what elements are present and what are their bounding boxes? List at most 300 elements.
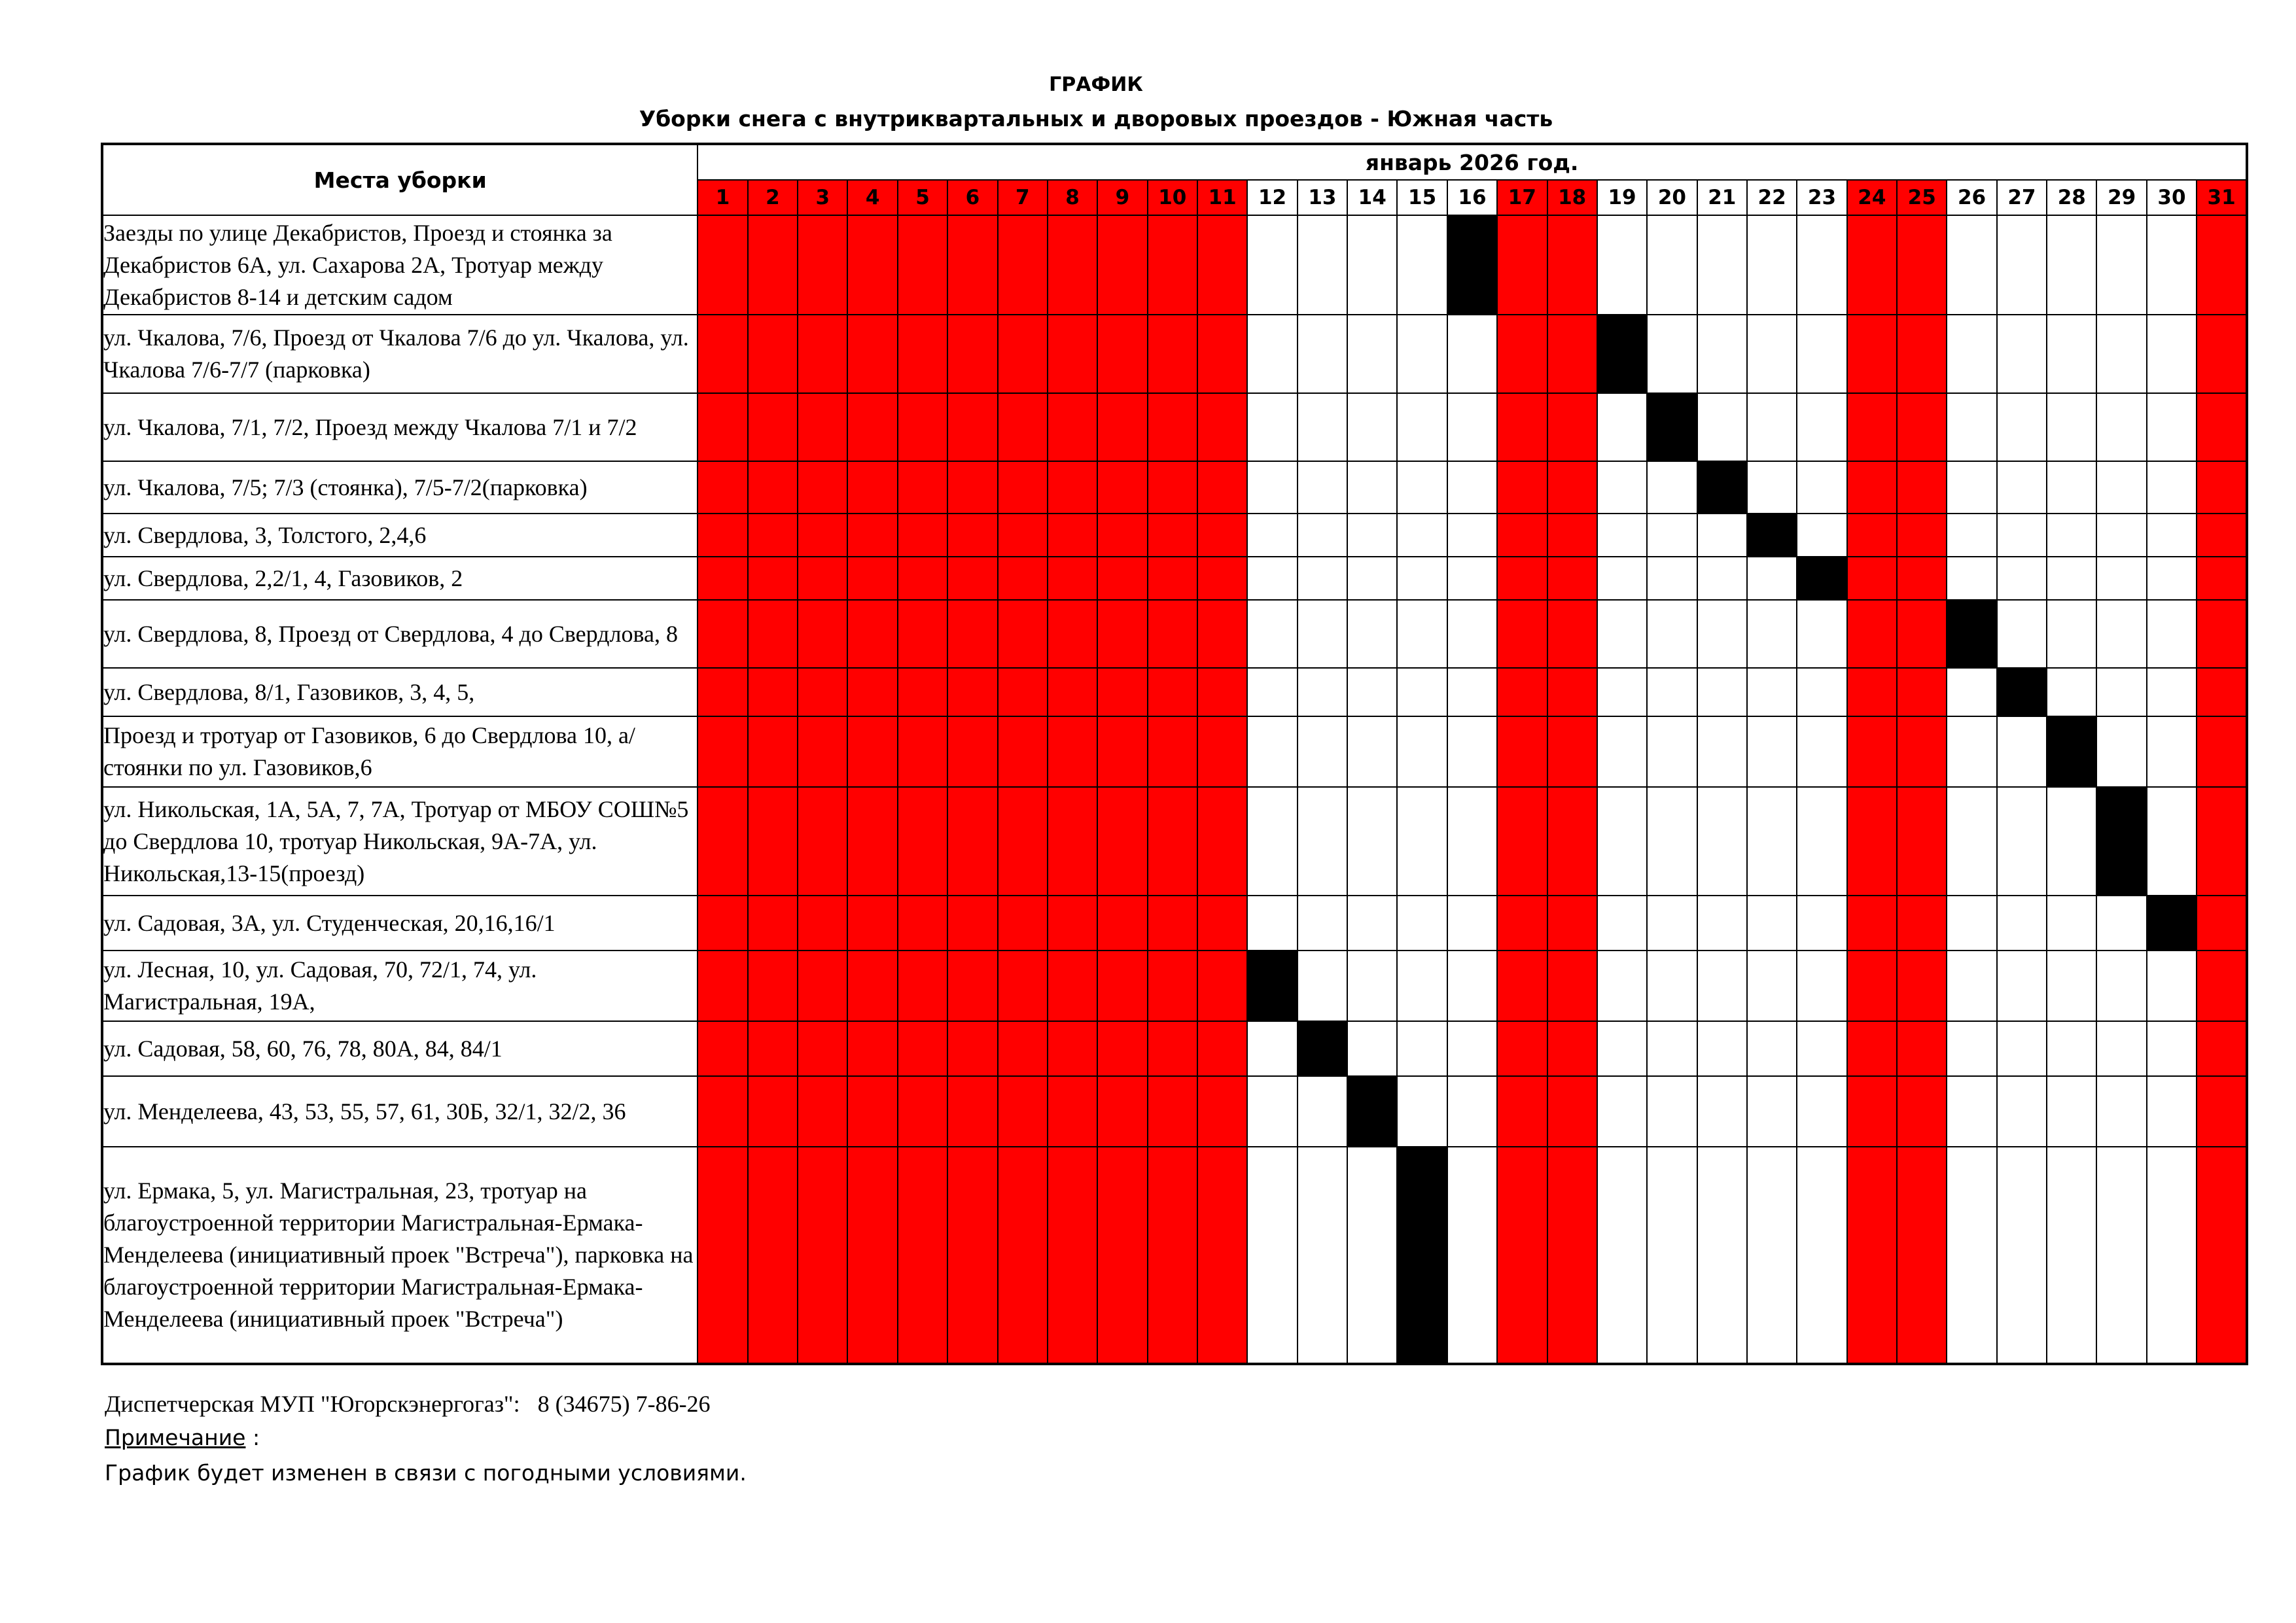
day-cell-holiday — [1897, 315, 1947, 393]
day-cell-holiday — [1148, 215, 1197, 315]
day-cell-holiday — [1897, 1021, 1947, 1076]
day-cell-holiday — [947, 1147, 997, 1364]
day-cell-holiday — [947, 393, 997, 461]
day-cell-holiday — [698, 668, 747, 716]
day-cell-holiday — [1197, 1021, 1247, 1076]
day-cell-holiday — [1197, 557, 1247, 600]
day-cell-holiday — [898, 315, 947, 393]
cleaning-place: ул. Чкалова, 7/6, Проезд от Чкалова 7/6 до ул. Чкалова, ул. Чкалова 7/6-7/7 (парковка) — [102, 315, 698, 393]
day-cell-holiday — [847, 896, 897, 951]
day-cell-holiday — [898, 951, 947, 1021]
day-cell — [1447, 1021, 1497, 1076]
day-cell — [1347, 315, 1397, 393]
day-cell — [1347, 787, 1397, 896]
day-cell-holiday — [1197, 461, 1247, 514]
day-cell-holiday — [847, 393, 897, 461]
table-row — [102, 1076, 2247, 1147]
day-cell — [2096, 393, 2146, 461]
day-cell — [1597, 1076, 1647, 1147]
day-cell — [1747, 1076, 1797, 1147]
day-cell-holiday — [998, 315, 1048, 393]
day-cell-holiday — [798, 1147, 847, 1364]
day-cell — [1647, 215, 1697, 315]
day-cell — [1397, 896, 1447, 951]
day-cell — [1298, 1147, 1347, 1364]
day-cell-holiday — [1847, 1076, 1897, 1147]
day-cell — [1647, 461, 1697, 514]
day-cell — [2147, 215, 2197, 315]
day-cell-holiday — [698, 896, 747, 951]
day-cell-holiday — [1048, 315, 1097, 393]
day-cell-holiday — [1497, 716, 1547, 787]
day-cell-holiday — [1897, 461, 1947, 514]
day-cell-holiday — [1847, 1147, 1897, 1364]
day-cell-holiday — [998, 787, 1048, 896]
day-cell — [1797, 716, 1846, 787]
day-cell-holiday — [1197, 896, 1247, 951]
table-row — [102, 787, 2247, 896]
day-cell-holiday — [1197, 951, 1247, 1021]
day-cell-holiday — [1097, 951, 1147, 1021]
day-cell-holiday — [998, 393, 1048, 461]
day-cell — [1447, 557, 1497, 600]
document-subtitle: Уборки снега с внутриквартальных и дворовых проездов - Южная часть — [639, 106, 1553, 131]
day-cell-holiday — [1897, 668, 1947, 716]
day-cell — [1947, 896, 1996, 951]
day-cell-holiday — [947, 461, 997, 514]
day-cell-holiday — [1897, 1076, 1947, 1147]
day-cell-holiday — [798, 896, 847, 951]
day-cell-holiday — [1197, 1147, 1247, 1364]
day-cell — [1347, 461, 1397, 514]
day-cell — [1597, 716, 1647, 787]
day-cell — [1247, 600, 1297, 668]
table-row — [102, 600, 2247, 668]
day-cell-holiday — [1497, 315, 1547, 393]
day-cell-holiday — [1148, 896, 1197, 951]
day-cell — [1647, 600, 1697, 668]
day-cell — [1247, 514, 1297, 557]
day-cell — [1298, 461, 1347, 514]
day-cell — [1397, 514, 1447, 557]
day-cell-holiday — [1847, 896, 1897, 951]
day-cell-holiday — [698, 315, 747, 393]
day-cell — [1298, 215, 1347, 315]
day-cell-holiday — [2197, 557, 2247, 600]
note-label — [105, 1423, 260, 1452]
day-cell-holiday — [947, 951, 997, 1021]
day-cell — [1747, 787, 1797, 896]
day-cell-holiday — [847, 557, 897, 600]
cleaning-place: Проезд и тротуар от Газовиков, 6 до Свердлова 10, а/стоянки по ул. Газовиков,6 — [102, 716, 698, 787]
day-cell-holiday — [1097, 896, 1147, 951]
day-cell — [1347, 668, 1397, 716]
day-cell-scheduled — [1747, 514, 1797, 557]
day-cell — [2047, 393, 2096, 461]
day-cell-holiday — [748, 514, 798, 557]
day-cell-holiday — [1097, 215, 1147, 315]
day-header-16: 16 — [1447, 180, 1497, 215]
day-cell — [2096, 951, 2146, 1021]
day-cell-holiday — [947, 215, 997, 315]
day-cell — [2147, 1021, 2197, 1076]
day-cell — [2147, 557, 2197, 600]
day-cell-holiday — [998, 557, 1048, 600]
day-cell — [2096, 461, 2146, 514]
day-cell — [2147, 315, 2197, 393]
day-cell — [1247, 315, 1297, 393]
day-cell — [1947, 951, 1996, 1021]
day-header-19: 19 — [1597, 180, 1647, 215]
day-cell-holiday — [1847, 716, 1897, 787]
day-cell-holiday — [947, 315, 997, 393]
day-cell — [1298, 896, 1347, 951]
day-cell-holiday — [1547, 716, 1597, 787]
day-cell-holiday — [1497, 215, 1547, 315]
day-cell-scheduled — [1797, 557, 1846, 600]
day-cell — [1697, 787, 1747, 896]
day-cell-holiday — [1097, 787, 1147, 896]
day-cell-holiday — [898, 215, 947, 315]
day-cell-holiday — [1847, 951, 1897, 1021]
day-cell — [1997, 1021, 2047, 1076]
day-cell — [1947, 1021, 1996, 1076]
day-cell-holiday — [698, 1147, 747, 1364]
day-cell — [1397, 461, 1447, 514]
day-cell-holiday — [2197, 1076, 2247, 1147]
day-cell-holiday — [847, 787, 897, 896]
day-cell-scheduled — [1397, 1147, 1447, 1364]
day-cell — [1947, 668, 1996, 716]
day-cell-holiday — [798, 557, 847, 600]
places-column-header: Места уборки — [102, 144, 698, 215]
day-cell-holiday — [1547, 393, 1597, 461]
day-cell — [1647, 951, 1697, 1021]
day-cell — [1298, 315, 1347, 393]
day-cell-holiday — [798, 716, 847, 787]
day-cell-holiday — [1048, 393, 1097, 461]
day-cell-scheduled — [2096, 787, 2146, 896]
day-cell — [1797, 393, 1846, 461]
day-cell-holiday — [998, 716, 1048, 787]
day-cell — [1997, 1147, 2047, 1364]
day-cell — [1397, 215, 1447, 315]
day-cell — [1347, 1147, 1397, 1364]
table-row — [102, 1021, 2247, 1076]
day-cell — [1647, 668, 1697, 716]
day-cell-holiday — [1547, 951, 1597, 1021]
day-cell-holiday — [898, 393, 947, 461]
day-cell — [1797, 461, 1846, 514]
cleaning-place: Заезды по улице Декабристов, Проезд и стоянка за Декабристов 6А, ул. Сахарова 2А, Тротуар между Декабристов 8-14 и детским садом — [102, 215, 698, 315]
day-cell — [2147, 787, 2197, 896]
day-cell-holiday — [1048, 215, 1097, 315]
day-header-11: 11 — [1197, 180, 1247, 215]
day-cell-holiday — [1148, 600, 1197, 668]
day-cell — [1797, 1147, 1846, 1364]
day-cell-holiday — [698, 215, 747, 315]
day-cell-holiday — [798, 668, 847, 716]
day-header-21: 21 — [1697, 180, 1747, 215]
day-cell-holiday — [898, 1147, 947, 1364]
day-cell-holiday — [1148, 315, 1197, 393]
day-cell-holiday — [2197, 668, 2247, 716]
day-cell-holiday — [698, 1021, 747, 1076]
day-cell-holiday — [2197, 716, 2247, 787]
day-cell-holiday — [1547, 215, 1597, 315]
day-header-13: 13 — [1298, 180, 1347, 215]
day-cell — [1447, 600, 1497, 668]
day-cell — [1647, 896, 1697, 951]
day-cell-holiday — [1847, 600, 1897, 668]
day-cell-holiday — [947, 896, 997, 951]
day-cell — [1997, 215, 2047, 315]
day-cell — [1347, 600, 1397, 668]
day-cell — [1347, 951, 1397, 1021]
day-cell-holiday — [1547, 600, 1597, 668]
day-cell-holiday — [2197, 1021, 2247, 1076]
cleaning-place: ул. Свердлова, 8, Проезд от Свердлова, 4 до Свердлова, 8 — [102, 600, 698, 668]
day-cell — [1247, 1021, 1297, 1076]
day-cell-holiday — [1097, 600, 1147, 668]
day-cell-holiday — [1897, 787, 1947, 896]
day-header-2: 2 — [748, 180, 798, 215]
day-cell — [2096, 1021, 2146, 1076]
day-header-26: 26 — [1947, 180, 1996, 215]
day-header-5: 5 — [898, 180, 947, 215]
day-cell — [2047, 514, 2096, 557]
note-label-text: Примечание — [105, 1425, 246, 1450]
day-cell-holiday — [1847, 315, 1897, 393]
day-cell — [1697, 600, 1747, 668]
day-header-30: 30 — [2147, 180, 2197, 215]
day-cell-holiday — [1197, 1076, 1247, 1147]
day-cell — [1697, 716, 1747, 787]
day-cell-holiday — [1497, 787, 1547, 896]
day-cell — [2047, 1021, 2096, 1076]
day-cell — [1247, 461, 1297, 514]
day-cell — [1697, 514, 1747, 557]
day-header-29: 29 — [2096, 180, 2146, 215]
day-cell — [1747, 461, 1797, 514]
day-cell — [1597, 787, 1647, 896]
day-cell — [1447, 716, 1497, 787]
day-cell-holiday — [1048, 716, 1097, 787]
day-cell-holiday — [947, 668, 997, 716]
day-cell — [1447, 1076, 1497, 1147]
day-cell-holiday — [1497, 600, 1547, 668]
day-cell-holiday — [1547, 1021, 1597, 1076]
note-text: График будет изменен в связи с погодными условиями. — [105, 1460, 747, 1486]
day-cell-holiday — [1497, 668, 1547, 716]
day-cell — [1747, 393, 1797, 461]
day-cell — [2096, 668, 2146, 716]
day-cell-holiday — [847, 951, 897, 1021]
day-cell-holiday — [1097, 716, 1147, 787]
day-cell-holiday — [1148, 1147, 1197, 1364]
day-cell-holiday — [798, 600, 847, 668]
day-cell — [1447, 514, 1497, 557]
day-cell — [1797, 315, 1846, 393]
day-header-14: 14 — [1347, 180, 1397, 215]
day-cell — [1247, 787, 1297, 896]
day-cell-holiday — [2197, 215, 2247, 315]
day-cell — [1597, 896, 1647, 951]
day-cell — [1997, 951, 2047, 1021]
day-cell — [1447, 668, 1497, 716]
day-header-27: 27 — [1997, 180, 2047, 215]
day-cell — [1797, 668, 1846, 716]
day-cell — [1997, 1076, 2047, 1147]
day-cell-holiday — [1897, 514, 1947, 557]
day-cell — [1447, 315, 1497, 393]
day-cell-holiday — [1097, 393, 1147, 461]
table-row — [102, 514, 2247, 557]
day-cell-holiday — [798, 1021, 847, 1076]
day-cell-holiday — [798, 393, 847, 461]
cleaning-place: ул. Свердлова, 3, Толстого, 2,4,6 — [102, 514, 698, 557]
day-cell — [1397, 315, 1447, 393]
day-cell-holiday — [698, 787, 747, 896]
day-cell-holiday — [748, 600, 798, 668]
day-cell-holiday — [1048, 461, 1097, 514]
day-cell-holiday — [998, 951, 1048, 1021]
cleaning-place: ул. Никольская, 1А, 5А, 7, 7А, Тротуар от МБОУ СОШ№5 до Свердлова 10, тротуар Никольская, 9А-7А, ул. Никольская,13-15(проезд) — [102, 787, 698, 896]
day-cell-holiday — [798, 1076, 847, 1147]
day-cell-holiday — [698, 514, 747, 557]
day-cell-scheduled — [1447, 215, 1497, 315]
day-cell — [1298, 668, 1347, 716]
day-cell-holiday — [1048, 1076, 1097, 1147]
day-cell — [2096, 1076, 2146, 1147]
day-cell — [2147, 668, 2197, 716]
day-cell-holiday — [947, 787, 997, 896]
day-cell-scheduled — [1298, 1021, 1347, 1076]
day-cell — [1997, 896, 2047, 951]
day-cell-holiday — [748, 787, 798, 896]
day-header-8: 8 — [1048, 180, 1097, 215]
day-cell — [2147, 514, 2197, 557]
day-cell-holiday — [1847, 215, 1897, 315]
day-cell-holiday — [1197, 514, 1247, 557]
day-cell — [2047, 896, 2096, 951]
day-cell — [1397, 787, 1447, 896]
day-cell — [1597, 557, 1647, 600]
day-cell-holiday — [898, 1076, 947, 1147]
day-cell-holiday — [1148, 557, 1197, 600]
day-header-28: 28 — [2047, 180, 2096, 215]
day-cell — [2147, 600, 2197, 668]
day-cell-holiday — [847, 668, 897, 716]
day-cell-holiday — [1897, 951, 1947, 1021]
day-cell — [1947, 215, 1996, 315]
day-cell-holiday — [947, 716, 997, 787]
day-cell-holiday — [1048, 514, 1097, 557]
day-cell-holiday — [1897, 600, 1947, 668]
month-header: январь 2026 год. — [698, 144, 2247, 180]
day-cell — [1397, 1076, 1447, 1147]
day-cell-holiday — [698, 461, 747, 514]
day-cell-holiday — [1197, 393, 1247, 461]
day-cell-holiday — [748, 1147, 798, 1364]
day-cell — [1647, 315, 1697, 393]
day-cell — [1647, 514, 1697, 557]
day-header-3: 3 — [798, 180, 847, 215]
day-cell — [1298, 951, 1347, 1021]
day-cell-holiday — [898, 600, 947, 668]
day-cell — [2096, 315, 2146, 393]
day-cell — [1298, 514, 1347, 557]
day-cell-holiday — [798, 514, 847, 557]
day-cell-holiday — [1097, 1076, 1147, 1147]
day-cell-holiday — [1897, 716, 1947, 787]
day-header-1: 1 — [698, 180, 747, 215]
day-cell-holiday — [898, 668, 947, 716]
day-cell — [2047, 461, 2096, 514]
day-cell-holiday — [898, 557, 947, 600]
day-cell-holiday — [1048, 951, 1097, 1021]
day-cell-holiday — [998, 600, 1048, 668]
day-cell-holiday — [798, 315, 847, 393]
day-cell-holiday — [1897, 896, 1947, 951]
day-header-10: 10 — [1148, 180, 1197, 215]
cleaning-place: ул. Свердлова, 8/1, Газовиков, 3, 4, 5, — [102, 668, 698, 716]
day-cell-holiday — [1197, 716, 1247, 787]
table-row — [102, 557, 2247, 600]
day-cell-holiday — [1847, 393, 1897, 461]
day-cell — [1797, 1076, 1846, 1147]
cleaning-place: ул. Ермака, 5, ул. Магистральная, 23, тротуар на благоустроенной территории Магистральная-Ермака-Менделеева (инициативный проек "Встреча"), парковка на благоустроенной территории Магистральная-Ермака-Менделеева (инициативный проек "Встреча") — [102, 1147, 698, 1364]
day-cell-holiday — [998, 1147, 1048, 1364]
day-cell — [1747, 1147, 1797, 1364]
day-cell-holiday — [898, 896, 947, 951]
day-cell — [2096, 557, 2146, 600]
day-cell — [1597, 951, 1647, 1021]
day-cell — [1247, 1147, 1297, 1364]
day-cell-holiday — [1197, 787, 1247, 896]
day-cell-holiday — [1097, 557, 1147, 600]
day-cell-holiday — [1497, 557, 1547, 600]
day-cell-holiday — [1097, 668, 1147, 716]
day-cell — [1597, 600, 1647, 668]
day-cell — [1797, 1021, 1846, 1076]
day-cell — [1298, 600, 1347, 668]
day-header-6: 6 — [947, 180, 997, 215]
day-cell-holiday — [1048, 787, 1097, 896]
day-cell-holiday — [998, 1076, 1048, 1147]
document-title: ГРАФИК — [1049, 73, 1143, 96]
day-cell-holiday — [748, 668, 798, 716]
day-cell — [1947, 557, 1996, 600]
day-cell — [1298, 1076, 1347, 1147]
day-cell — [1747, 1021, 1797, 1076]
day-cell — [2096, 1147, 2146, 1364]
day-cell-scheduled — [2147, 896, 2197, 951]
day-header-7: 7 — [998, 180, 1048, 215]
day-cell-holiday — [998, 896, 1048, 951]
day-cell-holiday — [1497, 461, 1547, 514]
day-cell-holiday — [1897, 1147, 1947, 1364]
day-cell-holiday — [698, 1076, 747, 1147]
day-cell-holiday — [2197, 315, 2247, 393]
day-cell — [1397, 668, 1447, 716]
day-cell — [1397, 951, 1447, 1021]
day-cell — [2096, 896, 2146, 951]
day-header-17: 17 — [1497, 180, 1547, 215]
day-cell — [1747, 668, 1797, 716]
day-header-12: 12 — [1247, 180, 1297, 215]
day-cell — [2047, 951, 2096, 1021]
